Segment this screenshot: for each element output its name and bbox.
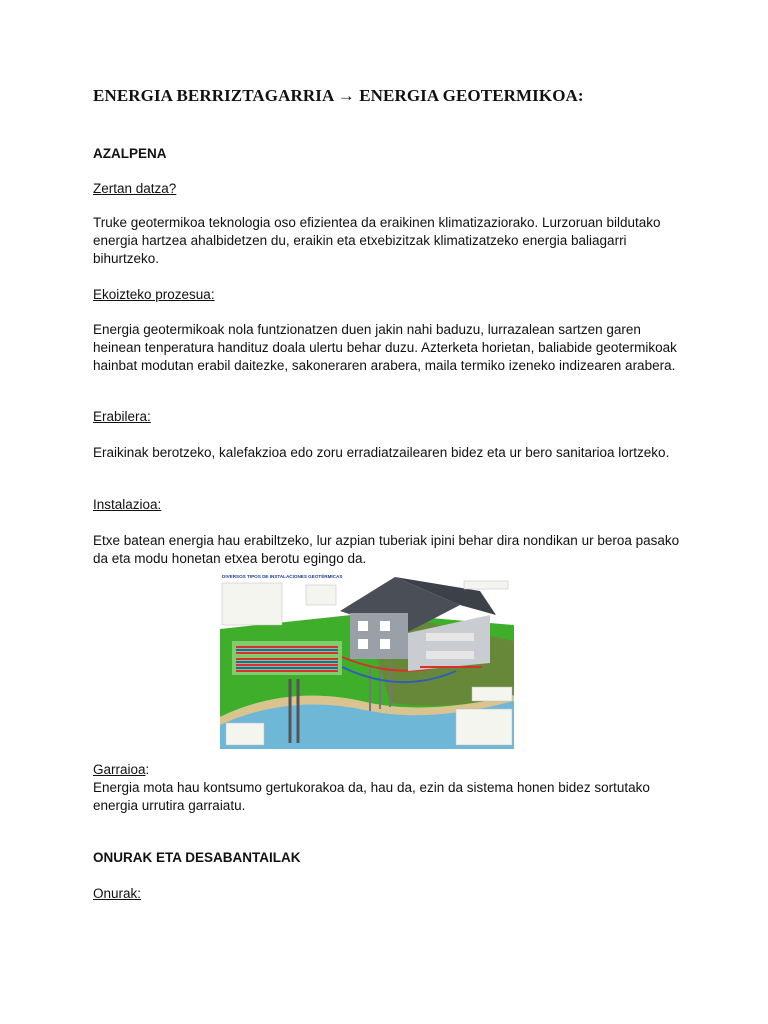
geothermal-installation-illustration [220,571,514,749]
paragraph-instalazioa: Etxe batean energia hau erabiltzeko, lur azpian tuberiak ipini behar dira nondikan ur beroa pasako da eta modu honetan etxea berotu egingo da. [93,533,680,566]
paragraph-erabilera: Eraikinak berotzeko, kalefakzioa edo zoru erradiatzailearen bidez eta ur bero sanitarioa lortzeko. [93,445,670,460]
subheading-instalazioa: Instalazioa: [93,497,162,512]
subheading-ekoizteko-prozesua: Ekoizteko prozesua: [93,287,215,302]
paragraph-garraioa: Energia mota hau kontsumo gertukorakoa da, hau da, ezin da sistema honen bidez sortutako energia urrutira garraiatu. [93,780,650,813]
subheading-onurak: Onurak: [93,886,142,901]
section-heading-azalpena: AZALPENA [93,146,167,161]
illustration-svg [220,571,514,749]
subheading-garraioa-row [93,762,149,777]
paragraph-zertan-datza: Truke geotermikoa teknologia oso efizientea da eraikinen klimatizaziorako. Lurzoruan bildutako energia hartzea ahalbidetzen du, eraikin eta etxebizitzak klimatizatzeko energia baliagarri bihurtzeko. [93,215,661,266]
subheading-erabilera: Erabilera: [93,409,151,424]
horizontal-collector [232,641,342,675]
section-heading-onurak-eta-desabantailak: ONURAK ETA DESABANTAILAK [93,850,301,865]
paragraph-ekoizteko-prozesua: Energia geotermikoak nola funtzionatzen duen jakin nahi baduzu, lurrazalean sartzen garen heinean tenperatura handituz doala ulertu behar duzu. Azterketa horietan, baliabide geotermikoak hainbat modutan erabil daitezke, sakoneraren arabera, maila termiko izeneko indizearen arabera. [93,322,677,373]
subheading-garraioa-colon: : [145,762,150,777]
subheading-garraioa: Garraioa [93,762,146,777]
page-title: ENERGIA BERRIZTAGARRIA → ENERGIA GEOTERMIKOA: [93,86,584,105]
subheading-zertan-datza: Zertan datza? [93,181,177,196]
illustration-caption: DIVERSOS TIPOS DE INSTALACIONES GEOTÉRMICAS [222,574,343,579]
